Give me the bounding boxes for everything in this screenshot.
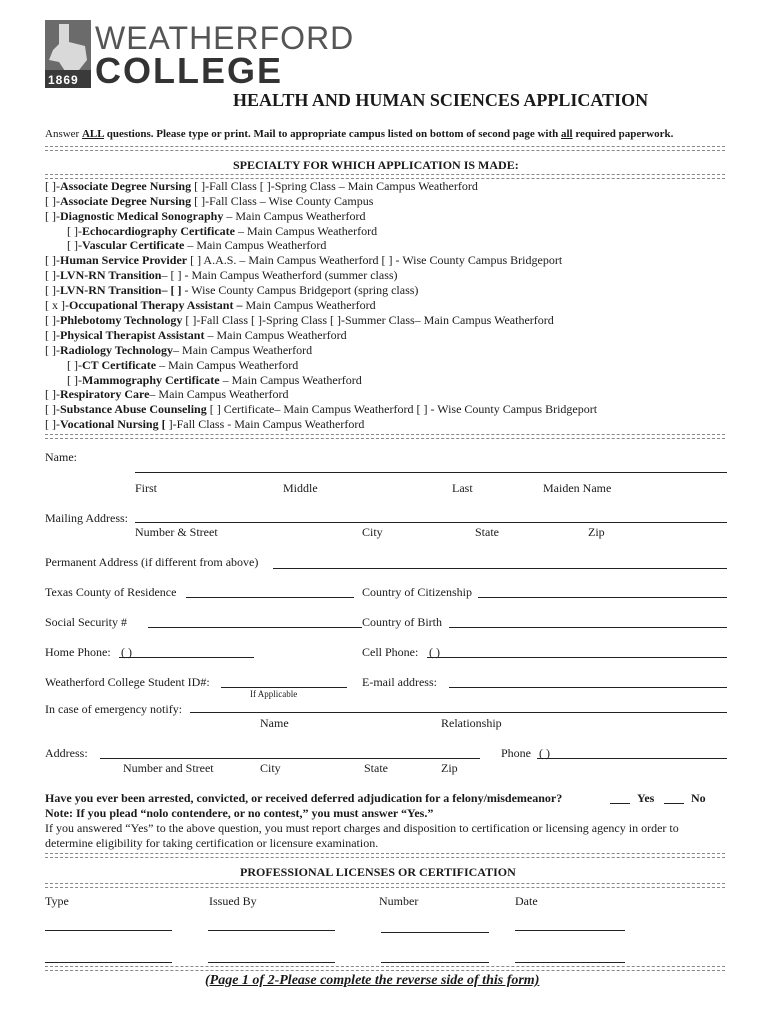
- checkbox-bracket[interactable]: [ ]-: [67, 238, 82, 252]
- permanent-address-field[interactable]: [273, 568, 727, 569]
- birth-country-field[interactable]: [449, 627, 727, 628]
- specialty-line[interactable]: [67, 238, 326, 252]
- license-date-field[interactable]: [515, 930, 625, 931]
- specialty-line[interactable]: [45, 298, 376, 312]
- middle-label: Middle: [283, 481, 318, 495]
- addr-state-label: State: [364, 761, 388, 775]
- specialty-line[interactable]: [45, 268, 398, 282]
- phone-label: Phone: [501, 746, 531, 760]
- specialty-line[interactable]: [45, 283, 418, 297]
- county-field[interactable]: [186, 597, 354, 598]
- felony-note: Note: If you plead “nolo contendere, or no contest,” you must answer “Yes.”: [45, 806, 434, 820]
- checkbox-bracket[interactable]: [ ]-: [45, 209, 60, 223]
- specialty-line[interactable]: [67, 373, 362, 387]
- program-detail: – Main Campus Weatherford: [173, 343, 313, 357]
- citizenship-label: Country of Citizenship: [362, 585, 472, 599]
- mailing-field[interactable]: [135, 522, 727, 523]
- number-street-label: Number & Street: [135, 525, 218, 539]
- divider: [45, 434, 725, 439]
- program-detail: ]-Fall Class - Main Campus Weatherford: [165, 417, 365, 431]
- program-detail: [ ]-Fall Class [ ]-Spring Class – Main Campus Weatherford: [191, 179, 478, 193]
- program-name: Occupational Therapy Assistant –: [69, 298, 243, 312]
- page-footer: (Page 1 of 2-Please complete the reverse side of this form): [205, 973, 540, 988]
- felony-yes-blank[interactable]: [610, 803, 630, 804]
- felony-no-blank[interactable]: [664, 803, 684, 804]
- checkbox-bracket[interactable]: [ ]-: [67, 358, 82, 372]
- col-issued-header: Issued By: [209, 894, 257, 908]
- specialty-line[interactable]: [45, 402, 597, 416]
- license-date-field[interactable]: [515, 962, 625, 963]
- checkbox-bracket[interactable]: [ ]-: [45, 343, 60, 357]
- instructions-all: ALL: [81, 128, 104, 140]
- last-label: Last: [452, 481, 473, 495]
- program-name: Mammography Certificate: [82, 373, 220, 387]
- instructions: [45, 127, 673, 141]
- checkbox-bracket[interactable]: [ ]-: [67, 373, 82, 387]
- email-field[interactable]: [449, 687, 727, 688]
- specialty-line[interactable]: [45, 417, 364, 431]
- checkbox-bracket[interactable]: [ ]-: [45, 268, 60, 282]
- program-name: LVN-RN Transition– [ ]: [60, 283, 182, 297]
- city-label: City: [362, 525, 383, 539]
- specialty-line[interactable]: [67, 358, 298, 372]
- checkbox-bracket[interactable]: [ ]-: [45, 179, 60, 193]
- cell-phone-field[interactable]: [427, 657, 727, 658]
- maiden-label: Maiden Name: [543, 481, 612, 495]
- birth-country-label: Country of Birth: [362, 615, 442, 629]
- col-type-header: Type: [45, 894, 69, 908]
- program-name: Substance Abuse Counseling: [60, 402, 207, 416]
- address-label: Address:: [45, 746, 88, 760]
- cell-phone-paren: ( ): [429, 645, 440, 659]
- specialty-line[interactable]: [67, 224, 377, 238]
- program-name: Phlebotomy Technology: [60, 313, 183, 327]
- specialty-line[interactable]: [45, 209, 365, 223]
- home-phone-field[interactable]: [119, 657, 254, 658]
- specialty-line[interactable]: [45, 387, 289, 401]
- license-issued-field[interactable]: [208, 930, 335, 931]
- specialty-line[interactable]: [45, 194, 373, 208]
- program-detail: – Main Campus Weatherford: [204, 328, 347, 342]
- license-number-field[interactable]: [381, 962, 489, 963]
- program-detail: - Wise County Campus Bridgeport (spring class): [181, 283, 419, 297]
- program-detail: – Main Campus Weatherford: [234, 224, 378, 238]
- program-name: Vocational Nursing [: [60, 417, 166, 431]
- instructions-prefix: Answer: [45, 128, 82, 140]
- checkbox-bracket[interactable]: [ ]-: [45, 417, 60, 431]
- specialty-heading: SPECIALTY FOR WHICH APPLICATION IS MADE:: [233, 158, 519, 172]
- emergency-relationship-label: Relationship: [441, 716, 502, 730]
- college-logo: [45, 20, 355, 91]
- ssn-label: Social Security #: [45, 615, 127, 629]
- name-label: Name:: [45, 450, 77, 464]
- address-field[interactable]: [100, 758, 480, 759]
- program-name: CT Certificate: [82, 358, 157, 372]
- specialty-line[interactable]: [45, 328, 347, 342]
- phone-field[interactable]: [537, 758, 727, 759]
- instructions-middle: questions. Please type or print. Mail to appropriate campus listed on bottom of second page with: [103, 128, 561, 140]
- home-phone-label: Home Phone:: [45, 645, 111, 659]
- program-detail: [ ]-Fall Class [ ]-Spring Class [ ]-Summer Class– Main Campus Weatherford: [182, 313, 554, 327]
- licenses-heading: PROFESSIONAL LICENSES OR CERTIFICATION: [240, 865, 516, 879]
- instructions-suffix: required paperwork.: [572, 128, 674, 140]
- program-name: Radiology Technology: [60, 343, 174, 357]
- first-label: First: [135, 481, 158, 495]
- student-id-label: Weatherford College Student ID#:: [45, 675, 210, 689]
- program-detail: – Main Campus Weatherford: [156, 358, 299, 372]
- divider: [45, 966, 725, 971]
- checkbox-bracket[interactable]: [ ]-: [45, 283, 60, 297]
- license-type-field[interactable]: [45, 962, 172, 963]
- license-issued-field[interactable]: [208, 962, 335, 963]
- program-name: Diagnostic Medical Sonography: [60, 209, 224, 223]
- addr-number-street-label: Number and Street: [123, 761, 214, 775]
- program-detail: Main Campus Weatherford: [242, 298, 376, 312]
- addr-city-label: City: [260, 761, 281, 775]
- checkbox-bracket[interactable]: [ ]-: [45, 253, 60, 267]
- instructions-all-2: all: [561, 128, 573, 140]
- addr-zip-label: Zip: [441, 761, 458, 775]
- phone-paren: ( ): [539, 746, 550, 760]
- state-label: State: [475, 525, 499, 539]
- page-title: HEALTH AND HUMAN SCIENCES APPLICATION: [233, 90, 649, 110]
- col-number-header: Number: [379, 894, 419, 908]
- citizenship-field[interactable]: [478, 597, 727, 598]
- program-detail: [ ] A.A.S. – Main Campus Weatherford [ ] - Wise County Campus Bridgeport: [187, 253, 563, 267]
- program-detail: – Main Campus Weatherford: [223, 209, 366, 223]
- emergency-label: In case of emergency notify:: [45, 702, 183, 716]
- cell-phone-label: Cell Phone:: [362, 645, 419, 659]
- logo-bottom-word: COLLEGE: [95, 50, 284, 91]
- felony-question: Have you ever been arrested, convicted, or received deferred adjudication for a felony/misdemeanor?: [45, 791, 563, 805]
- program-name: Vascular Certificate: [82, 238, 185, 252]
- program-detail: [ ] Certificate– Main Campus Weatherford [ ] - Wise County Campus Bridgeport: [206, 402, 598, 416]
- program-detail: – [ ] - Main Campus Weatherford (summer class): [161, 268, 398, 282]
- email-label: E-mail address:: [362, 675, 437, 689]
- emergency-field[interactable]: [190, 712, 727, 713]
- specialty-line[interactable]: [45, 313, 554, 327]
- checkbox-bracket-checked[interactable]: [ x ]-: [45, 298, 69, 312]
- name-field[interactable]: [135, 472, 727, 473]
- felony-no-label: No: [691, 791, 706, 805]
- program-name: Associate Degree Nursing: [60, 194, 192, 208]
- program-name: Human Service Provider: [60, 253, 188, 267]
- specialty-line[interactable]: [45, 343, 312, 357]
- program-name: LVN-RN Transition: [60, 268, 162, 282]
- program-name: Physical Therapist Assistant: [60, 328, 205, 342]
- felony-yes-label: Yes: [637, 791, 655, 805]
- checkbox-bracket[interactable]: [ ]-: [45, 194, 60, 208]
- divider: [45, 853, 725, 858]
- zip-label: Zip: [588, 525, 605, 539]
- specialty-line[interactable]: [45, 179, 478, 193]
- col-date-header: Date: [515, 894, 538, 908]
- home-phone-paren: ( ): [121, 645, 132, 659]
- emergency-name-label: Name: [260, 716, 289, 730]
- program-detail: – Main Campus Weatherford: [184, 238, 327, 252]
- program-name: Respiratory Care: [60, 387, 150, 401]
- ssn-field[interactable]: [148, 627, 362, 628]
- county-label: Texas County of Residence: [45, 585, 177, 599]
- felony-paragraph-2: determine eligibility for taking certification or licensure examination.: [45, 836, 379, 850]
- divider: [45, 883, 725, 888]
- checkbox-bracket[interactable]: [ ]-: [45, 328, 60, 342]
- checkbox-bracket[interactable]: [ ]-: [45, 387, 60, 401]
- specialty-line[interactable]: [45, 253, 562, 267]
- checkbox-bracket[interactable]: [ ]-: [45, 313, 60, 327]
- logo-year: 1869: [48, 73, 79, 87]
- license-type-field[interactable]: [45, 930, 172, 931]
- student-id-field[interactable]: [221, 687, 347, 688]
- program-detail: – Main Campus Weatherford: [219, 373, 362, 387]
- program-detail: – Main Campus Weatherford: [149, 387, 289, 401]
- permanent-address-label: Permanent Address (if different from above): [45, 555, 259, 569]
- mailing-label: Mailing Address:: [45, 511, 128, 525]
- checkbox-bracket[interactable]: [ ]-: [67, 224, 82, 238]
- program-name: Associate Degree Nursing: [60, 179, 192, 193]
- checkbox-bracket[interactable]: [ ]-: [45, 402, 60, 416]
- program-detail: [ ]-Fall Class – Wise County Campus: [191, 194, 374, 208]
- divider: [45, 146, 725, 151]
- if-applicable-note: If Applicable: [250, 689, 298, 699]
- license-number-field[interactable]: [381, 932, 489, 933]
- felony-paragraph-1: If you answered “Yes” to the above question, you must report charges and disposition to certification or licensing agency in order to: [45, 821, 679, 835]
- logo-top-word: WEATHERFORD: [95, 20, 355, 56]
- program-name: Echocardiography Certificate: [82, 224, 235, 238]
